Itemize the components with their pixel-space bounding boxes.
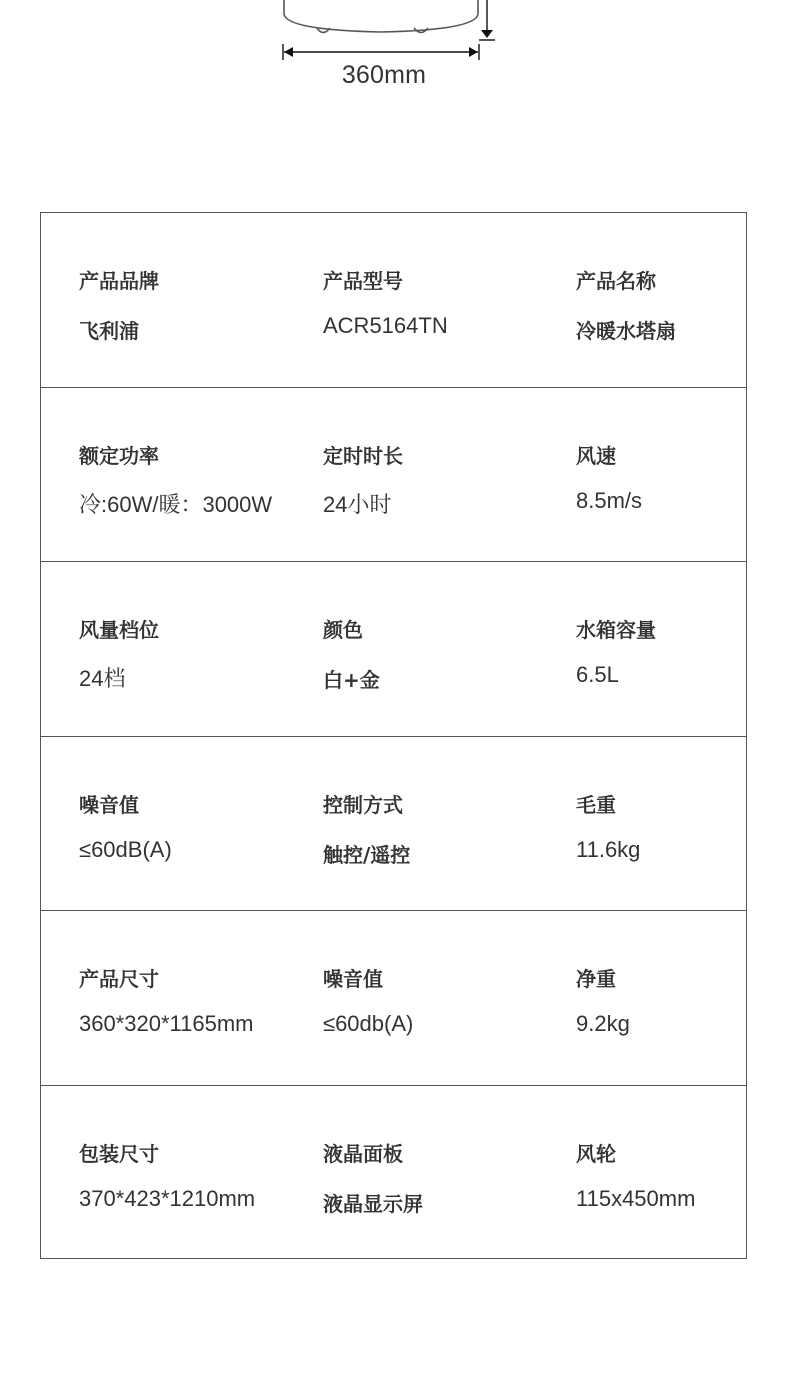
- spec-row: [41, 388, 746, 563]
- spec-label: 控制方式: [323, 792, 403, 817]
- spec-label: 产品型号: [323, 269, 403, 293]
- product-dimension-diagram: [0, 0, 790, 110]
- spec-value: ACR5164TN: [323, 313, 448, 338]
- spec-label: 毛重: [576, 792, 616, 817]
- spec-label: 风速: [576, 443, 616, 468]
- spec-label: 包装尺寸: [79, 1141, 159, 1166]
- spec-row: [41, 213, 746, 388]
- spec-value: 11.6kg: [576, 836, 641, 862]
- spec-value: 360*320*1165mm: [79, 1011, 254, 1036]
- spec-label: 噪音值: [79, 792, 139, 817]
- spec-label: 定时时长: [323, 443, 403, 468]
- spec-value: 8.5m/s: [576, 487, 643, 513]
- spec-value: 白+金: [323, 668, 380, 692]
- spec-label: 净重: [576, 967, 616, 991]
- spec-value: 触控/遥控: [323, 842, 411, 867]
- spec-value: 24档: [79, 666, 126, 691]
- spec-label: 额定功率: [79, 443, 159, 468]
- spec-label: 风量档位: [79, 618, 159, 642]
- spec-row: [41, 562, 746, 737]
- spec-value: 液晶显示屏: [323, 1191, 423, 1216]
- spec-row: [41, 737, 746, 912]
- spec-label: 产品品牌: [79, 269, 159, 293]
- fan-base-drawing: [0, 0, 790, 110]
- spec-row: [41, 911, 746, 1086]
- spec-value: ≤60db(A): [323, 1011, 414, 1036]
- spec-table: [40, 212, 747, 1259]
- spec-value: 115x450mm: [576, 1185, 696, 1211]
- spec-label: 颜色: [323, 618, 363, 642]
- spec-value: 飞利浦: [79, 319, 139, 343]
- spec-label: 产品名称: [576, 269, 656, 293]
- spec-label: 风轮: [576, 1141, 616, 1166]
- spec-value: 冷:60W/暖：3000W: [79, 491, 273, 517]
- spec-row: [41, 1086, 746, 1261]
- spec-label: 产品尺寸: [79, 967, 159, 991]
- spec-value: 24小时: [323, 491, 392, 517]
- spec-value: 6.5L: [576, 662, 619, 687]
- width-dimension-label: 360mm: [341, 61, 427, 89]
- spec-value: 9.2kg: [576, 1011, 630, 1036]
- spec-label: 噪音值: [323, 967, 383, 991]
- spec-label: 液晶面板: [323, 1141, 403, 1166]
- spec-value: 370*423*1210mm: [79, 1185, 256, 1211]
- spec-label: 水箱容量: [576, 618, 656, 642]
- spec-value: ≤60dB(A): [79, 836, 172, 862]
- spec-value: 冷暖水塔扇: [576, 319, 676, 343]
